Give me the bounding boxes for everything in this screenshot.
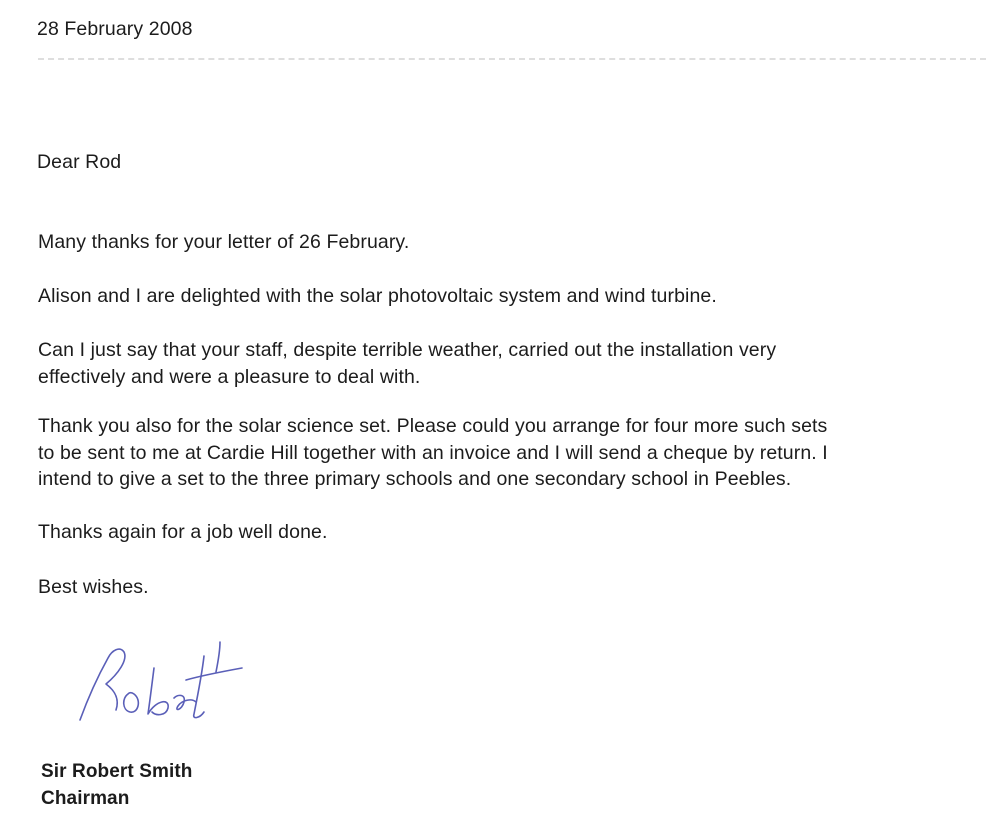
paragraph-line: Alison and I are delighted with the solar photovoltaic system and wind turbine.	[38, 285, 717, 307]
paragraph-1	[38, 229, 978, 256]
paragraph-4	[38, 413, 978, 493]
paragraph-line: Can I just say that your staff, despite terrible weather, carried out the installation very	[38, 339, 777, 361]
paragraph-5	[38, 519, 978, 546]
scan-artifact-divider	[38, 58, 986, 60]
letter-date: 28 February 2008	[37, 18, 193, 40]
signature-text: Robert	[70, 628, 74, 629]
paragraph-line: Thank you also for the solar science set. Please could you arrange for four more such sets	[38, 415, 828, 437]
signatory-name: Sir Robert Smith	[41, 761, 193, 782]
paragraph-line: intend to give a set to the three primary schools and one secondary school in Peebles.	[38, 468, 792, 490]
paragraph-3	[38, 337, 978, 390]
signatory-title: Chairman	[41, 788, 130, 809]
paragraph-line: effectively and were a pleasure to deal with.	[38, 365, 421, 388]
paragraph-line: to be sent to me at Cardie Hill together with an invoice and I will send a cheque by return. I	[38, 441, 828, 464]
paragraph-line: Thanks again for a job well done.	[38, 521, 328, 543]
paragraph-line: Many thanks for your letter of 26 February.	[38, 231, 410, 253]
salutation: Dear Rod	[37, 151, 122, 173]
handwritten-signature	[70, 628, 250, 728]
closing: Best wishes.	[38, 576, 149, 598]
paragraph-2	[38, 283, 978, 310]
signature-strokes	[80, 642, 242, 720]
